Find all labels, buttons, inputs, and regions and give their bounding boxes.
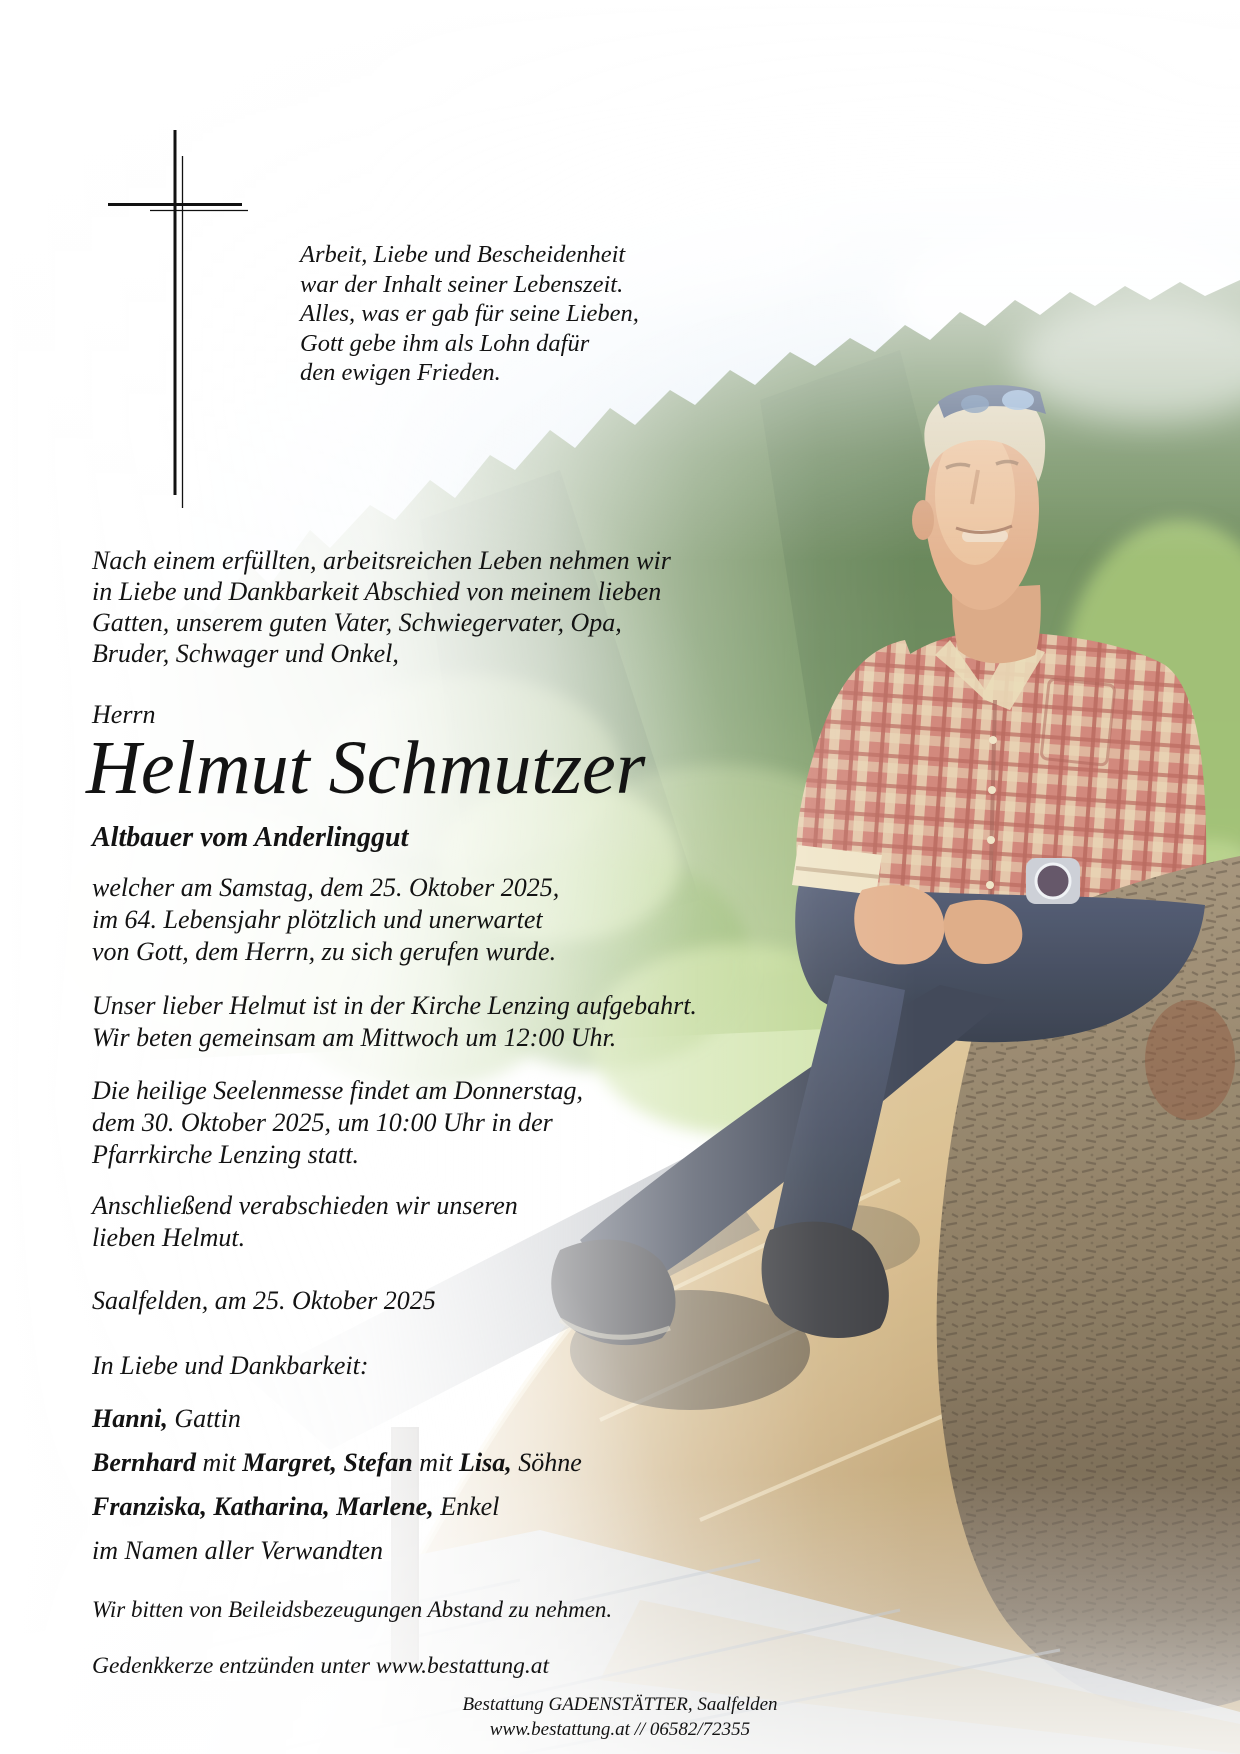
funeral-home-name: Bestattung GADENSTÄTTER, Saalfelden: [462, 1694, 778, 1715]
family-relation: im Namen aller Verwandten: [92, 1536, 384, 1565]
poem-line: Arbeit, Liebe und Bescheidenheit: [300, 241, 626, 268]
poem-line: Alles, was er gab für seine Lieben,: [300, 300, 639, 327]
place-and-date: Saalfelden, am 25. Oktober 2025: [92, 1286, 436, 1315]
farewell-line: lieben Helmut.: [92, 1223, 246, 1252]
farewell-line: Anschließend verabschieden wir unseren: [92, 1191, 518, 1220]
memorial-poem: [300, 240, 639, 388]
candle-note: Gedenkkerze entzünden unter www.bestattung.at: [92, 1653, 550, 1679]
intro-line: in Liebe und Dankbarkeit Abschied von meinem lieben: [92, 577, 662, 606]
wake-paragraph: [92, 990, 697, 1054]
salutation: Herrn: [92, 700, 156, 729]
mass-line: Die heilige Seelenmesse findet am Donnerstag,: [92, 1076, 583, 1105]
family-name: Hanni,: [92, 1404, 168, 1433]
family-connector: mit: [412, 1448, 459, 1477]
passing-paragraph: [92, 872, 559, 968]
family-list: [92, 1404, 582, 1580]
funeral-home-footer: [0, 1692, 1240, 1742]
mass-paragraph: [92, 1075, 583, 1171]
passing-line: im 64. Lebensjahr plötzlich und unerwartet: [92, 905, 543, 934]
family-name: Bernhard: [92, 1448, 197, 1477]
farewell-paragraph: [92, 1190, 518, 1254]
passing-line: welcher am Samstag, dem 25. Oktober 2025,: [92, 873, 560, 902]
funeral-home-contact: www.bestattung.at // 06582/72355: [489, 1719, 751, 1740]
family-line-sons: [92, 1448, 582, 1492]
intro-line: Gatten, unserem guten Vater, Schwiegervater, Opa,: [92, 608, 622, 637]
family-relation: Söhne: [511, 1448, 582, 1477]
condolence-note: Wir bitten von Beileidsbezeugungen Abstand zu nehmen.: [92, 1597, 613, 1622]
family-relation: Gattin: [167, 1404, 241, 1433]
intro-line: Nach einem erfüllten, arbeitsreichen Leben nehmen wir: [92, 546, 671, 575]
closing-line: In Liebe und Dankbarkeit:: [92, 1351, 369, 1380]
family-name: Franziska, Katharina, Marlene,: [92, 1492, 434, 1521]
passing-line: von Gott, dem Herrn, zu sich gerufen wurde.: [92, 937, 557, 966]
deceased-name: Helmut Schmutzer: [86, 726, 646, 810]
family-line-wife: [92, 1404, 582, 1448]
mass-line: Pfarrkirche Lenzing statt.: [92, 1140, 359, 1169]
memorial-cross-icon: [0, 0, 300, 560]
intro-line: Bruder, Schwager und Onkel,: [92, 639, 399, 668]
mass-line: dem 30. Oktober 2025, um 10:00 Uhr in der: [92, 1108, 553, 1137]
deceased-title: Altbauer vom Anderlinggut: [92, 822, 409, 853]
wake-line: Unser lieber Helmut ist in der Kirche Lenzing aufgebahrt.: [92, 991, 697, 1020]
poem-line: war der Inhalt seiner Lebenszeit.: [300, 270, 624, 298]
family-name: Margret, Stefan: [242, 1448, 413, 1477]
family-line-relatives: [92, 1536, 582, 1580]
family-connector: mit: [196, 1448, 243, 1477]
family-relation: Enkel: [433, 1492, 500, 1521]
poem-line: Gott gebe ihm als Lohn dafür: [300, 329, 590, 357]
intro-paragraph: [92, 545, 671, 669]
wake-line: Wir beten gemeinsam am Mittwoch um 12:00 Uhr.: [92, 1023, 617, 1052]
family-name: Lisa,: [458, 1448, 512, 1477]
poem-line: den ewigen Frieden.: [300, 359, 501, 386]
family-line-grandchildren: [92, 1492, 582, 1536]
